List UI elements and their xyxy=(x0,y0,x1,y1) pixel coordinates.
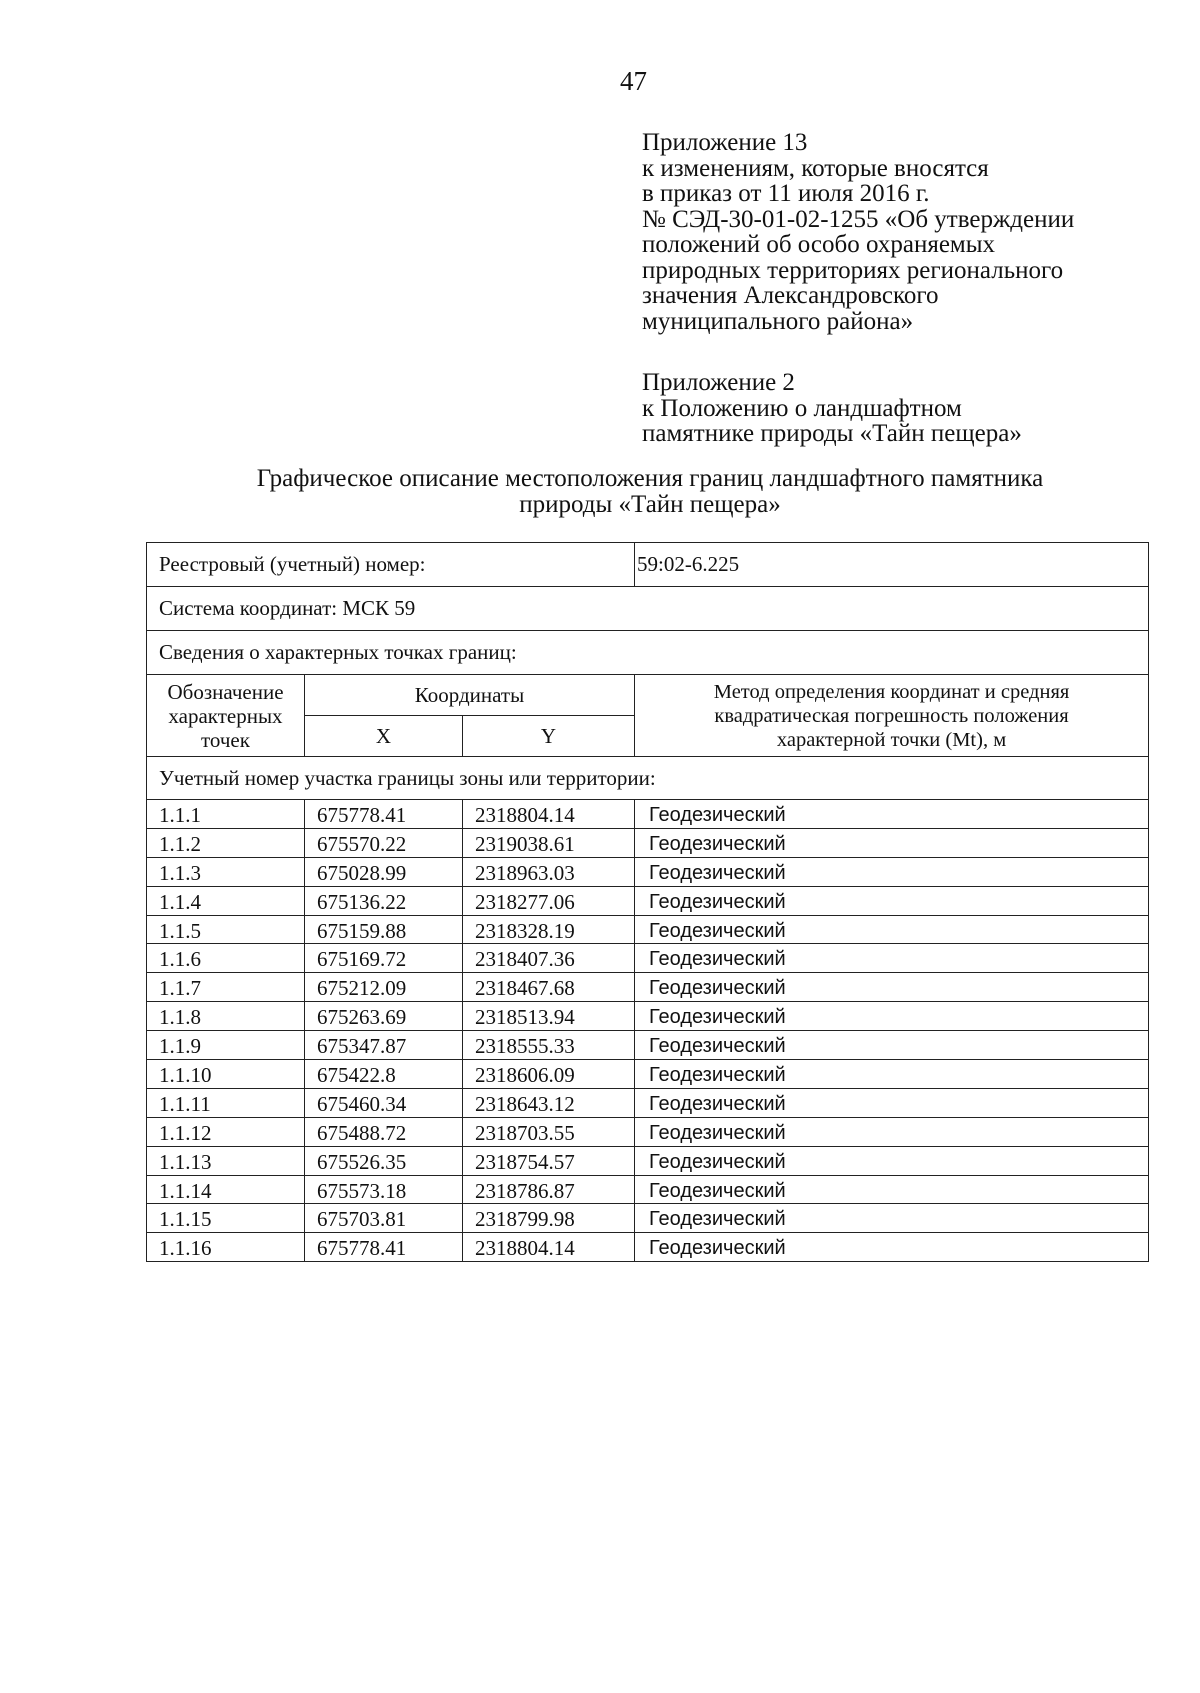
x-value-cell: 675570.22 xyxy=(305,828,463,857)
method-cell: Геодезический xyxy=(635,944,1149,973)
y-value-cell: 2319038.61 xyxy=(463,828,635,857)
x-value-cell: 675778.41 xyxy=(305,1233,463,1262)
table-row xyxy=(147,1117,1149,1146)
appendix-13-line: природных территориях регионального xyxy=(642,256,1064,284)
header-row xyxy=(147,675,1149,716)
x-value-cell: 675422.8 xyxy=(305,1060,463,1089)
y-value-cell: 2318513.94 xyxy=(463,1002,635,1031)
coord-system-text: Система координат: МСК 59 xyxy=(147,587,1149,631)
point-id-cell: 1.1.1 xyxy=(147,800,305,829)
table-row xyxy=(147,857,1149,886)
point-id-cell: 1.1.3 xyxy=(147,857,305,886)
method-cell: Геодезический xyxy=(635,915,1149,944)
appendix-13-line: к изменениям, которые вносятся xyxy=(642,154,989,182)
y-value-cell: 2318555.33 xyxy=(463,1031,635,1060)
x-value-cell: 675347.87 xyxy=(305,1031,463,1060)
method-cell: Геодезический xyxy=(635,1175,1149,1204)
parcel-row xyxy=(147,757,1149,800)
point-id-cell: 1.1.4 xyxy=(147,886,305,915)
point-id-cell: 1.1.2 xyxy=(147,828,305,857)
point-id-cell: 1.1.12 xyxy=(147,1117,305,1146)
table-row xyxy=(147,1175,1149,1204)
y-value-cell: 2318643.12 xyxy=(463,1088,635,1117)
method-cell: Геодезический xyxy=(635,1146,1149,1175)
table-row xyxy=(147,944,1149,973)
y-value-cell: 2318407.36 xyxy=(463,944,635,973)
appendix-2-line: памятнике природы «Тайн пещера» xyxy=(642,420,1022,447)
appendix-13-line: в приказ от 11 июля 2016 г. xyxy=(642,180,930,207)
method-cell: Геодезический xyxy=(635,1117,1149,1146)
table-row xyxy=(147,973,1149,1002)
table-row xyxy=(147,1204,1149,1233)
y-value-cell: 2318799.98 xyxy=(463,1204,635,1233)
method-cell: Геодезический xyxy=(635,973,1149,1002)
registry-row xyxy=(147,543,1149,587)
x-value-cell: 675573.18 xyxy=(305,1175,463,1204)
y-value-cell: 2318963.03 xyxy=(463,857,635,886)
table-row xyxy=(147,1088,1149,1117)
method-cell: Геодезический xyxy=(635,1031,1149,1060)
method-cell: Геодезический xyxy=(635,800,1149,829)
appendix-13-line: Приложение 13 xyxy=(642,129,808,156)
x-header: X xyxy=(305,716,463,757)
y-value-cell: 2318804.14 xyxy=(463,1233,635,1262)
coord-system-row xyxy=(147,587,1149,631)
method-cell: Геодезический xyxy=(635,1060,1149,1089)
method-cell: Геодезический xyxy=(635,857,1149,886)
method-header: Метод определения координат и средняя квадратическая погрешность положения характерной точки (Mt), м xyxy=(635,675,1149,757)
x-value-cell: 675778.41 xyxy=(305,800,463,829)
points-info-row xyxy=(147,631,1149,675)
x-value-cell: 675526.35 xyxy=(305,1146,463,1175)
y-value-cell: 2318804.14 xyxy=(463,800,635,829)
point-id-cell: 1.1.6 xyxy=(147,944,305,973)
table-row xyxy=(147,800,1149,829)
appendix-13-line: муниципального района» xyxy=(642,307,914,335)
appendix-2-header xyxy=(642,370,1182,447)
appendix-13-header xyxy=(642,130,1182,334)
y-value-cell: 2318277.06 xyxy=(463,886,635,915)
point-id-cell: 1.1.15 xyxy=(147,1204,305,1233)
x-value-cell: 675212.09 xyxy=(305,973,463,1002)
point-id-cell: 1.1.13 xyxy=(147,1146,305,1175)
point-id-cell: 1.1.14 xyxy=(147,1175,305,1204)
point-id-cell: 1.1.7 xyxy=(147,973,305,1002)
point-id-cell: 1.1.9 xyxy=(147,1031,305,1060)
point-id-cell: 1.1.8 xyxy=(147,1002,305,1031)
points-info-text: Сведения о характерных точках границ: xyxy=(147,631,1149,675)
x-value-cell: 675703.81 xyxy=(305,1204,463,1233)
method-cell: Геодезический xyxy=(635,1204,1149,1233)
method-cell: Геодезический xyxy=(635,1233,1149,1262)
point-id-cell: 1.1.10 xyxy=(147,1060,305,1089)
document-title-line: Графическое описание местоположения границ ландшафтного памятника xyxy=(256,465,1044,492)
method-cell: Геодезический xyxy=(635,886,1149,915)
method-cell: Геодезический xyxy=(635,1088,1149,1117)
parcel-label: Учетный номер участка границы зоны или территории: xyxy=(147,757,1149,800)
point-id-cell: 1.1.16 xyxy=(147,1233,305,1262)
table-row xyxy=(147,1060,1149,1089)
y-value-cell: 2318606.09 xyxy=(463,1060,635,1089)
designation-header: Обозначение характерных точек xyxy=(147,675,305,757)
page-number: 47 xyxy=(620,66,647,96)
point-id-cell: 1.1.11 xyxy=(147,1088,305,1117)
document-title xyxy=(150,466,1150,518)
y-value-cell: 2318328.19 xyxy=(463,915,635,944)
y-value-cell: 2318786.87 xyxy=(463,1175,635,1204)
registry-label: Реестровый (учетный) номер: xyxy=(147,543,635,587)
method-cell: Геодезический xyxy=(635,1002,1149,1031)
point-id-cell: 1.1.5 xyxy=(147,915,305,944)
appendix-13-line: № СЭД-30-01-02-1255 «Об утверждении xyxy=(642,205,1075,233)
table-row xyxy=(147,1146,1149,1175)
coordinates-header: Координаты xyxy=(305,675,635,716)
table-row xyxy=(147,1031,1149,1060)
registry-value: 59:02-6.225 xyxy=(635,543,1149,587)
y-value-cell: 2318754.57 xyxy=(463,1146,635,1175)
appendix-13-line: положений об особо охраняемых xyxy=(642,231,996,258)
appendix-2-line: Приложение 2 xyxy=(642,369,795,396)
x-value-cell: 675159.88 xyxy=(305,915,463,944)
y-value-cell: 2318467.68 xyxy=(463,973,635,1002)
y-value-cell: 2318703.55 xyxy=(463,1117,635,1146)
x-value-cell: 675460.34 xyxy=(305,1088,463,1117)
x-value-cell: 675488.72 xyxy=(305,1117,463,1146)
coordinates-table xyxy=(146,542,1149,1262)
x-value-cell: 675263.69 xyxy=(305,1002,463,1031)
table-row xyxy=(147,1233,1149,1262)
y-header: Y xyxy=(463,716,635,757)
x-value-cell: 675136.22 xyxy=(305,886,463,915)
table-row xyxy=(147,828,1149,857)
x-value-cell: 675169.72 xyxy=(305,944,463,973)
table-row xyxy=(147,915,1149,944)
method-cell: Геодезический xyxy=(635,828,1149,857)
appendix-2-line: к Положению о ландшафтном xyxy=(642,394,962,422)
table-row xyxy=(147,1002,1149,1031)
document-title-line: природы «Тайн пещера» xyxy=(519,491,781,518)
table-row xyxy=(147,886,1149,915)
x-value-cell: 675028.99 xyxy=(305,857,463,886)
appendix-13-line: значения Александровского xyxy=(642,282,939,309)
